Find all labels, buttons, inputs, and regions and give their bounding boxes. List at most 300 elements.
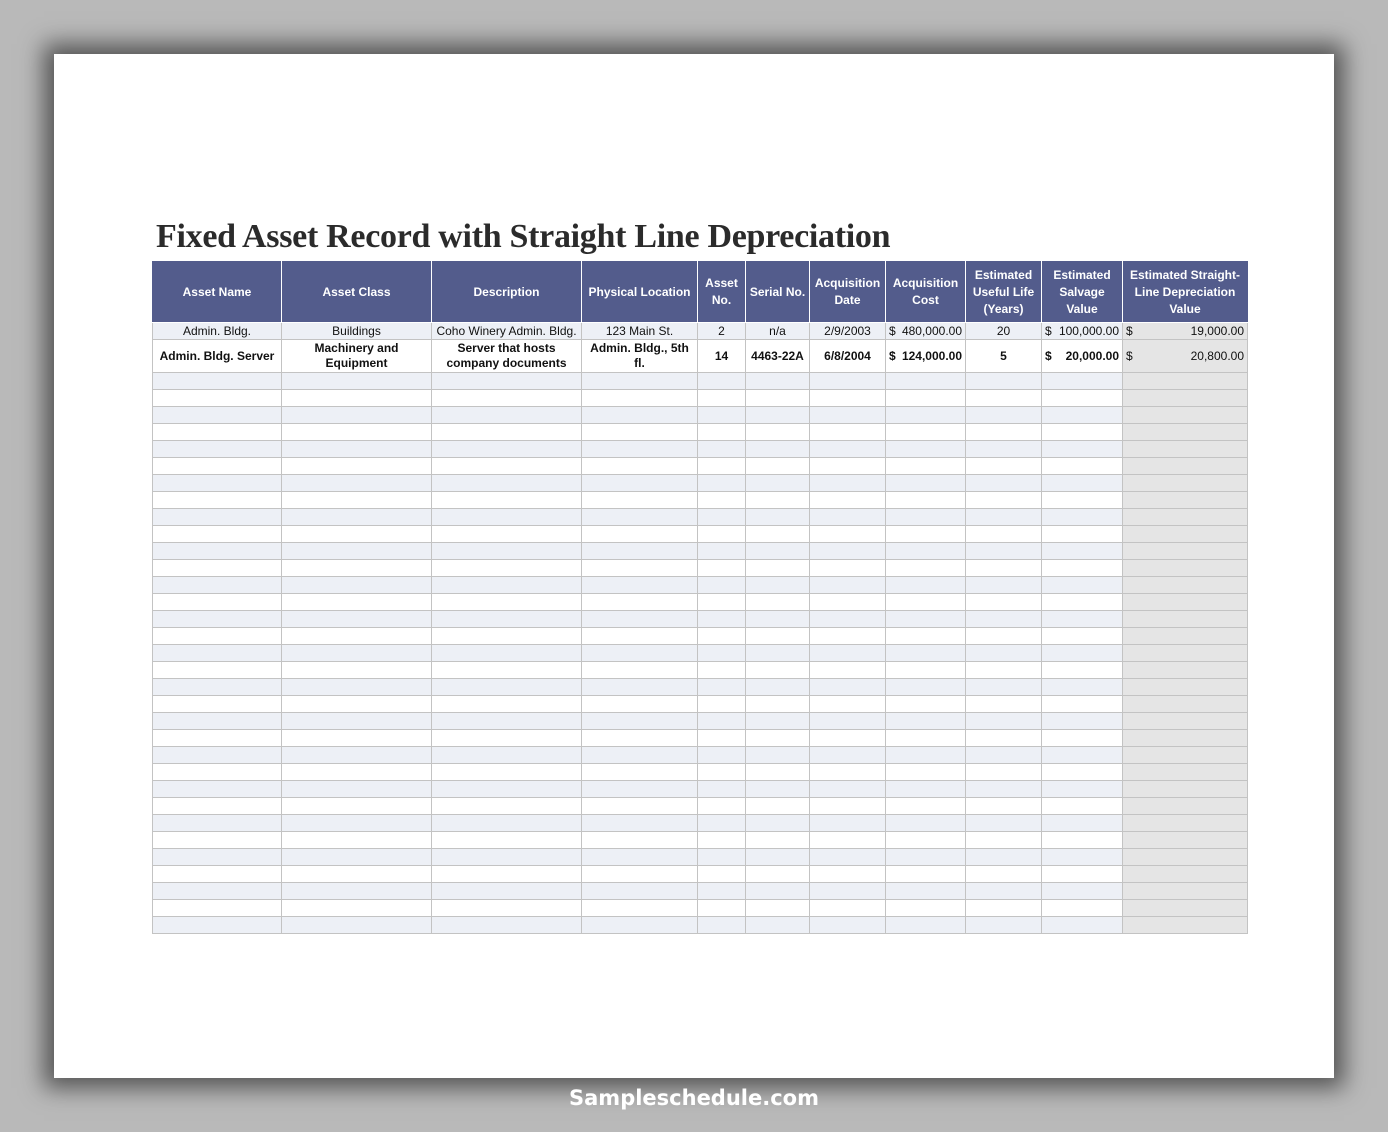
empty-cell-depreciation-value[interactable] — [1123, 560, 1248, 577]
empty-cell-description[interactable] — [432, 492, 582, 509]
empty-cell-physical-location[interactable] — [582, 577, 698, 594]
cell-asset-class[interactable]: Buildings — [282, 323, 432, 340]
column-header-acquisition-date[interactable]: Acquisition Date — [810, 262, 886, 323]
empty-cell-acquisition-cost[interactable] — [886, 560, 966, 577]
empty-cell-depreciation-value[interactable] — [1123, 713, 1248, 730]
empty-cell-depreciation-value[interactable] — [1123, 594, 1248, 611]
cell-depreciation-value[interactable] — [1123, 340, 1248, 373]
empty-cell-depreciation-value[interactable] — [1123, 747, 1248, 764]
empty-cell-acquisition-date[interactable] — [810, 696, 886, 713]
empty-cell-asset-no[interactable] — [698, 645, 746, 662]
empty-cell-useful-life[interactable] — [966, 730, 1042, 747]
empty-cell-acquisition-cost[interactable] — [886, 594, 966, 611]
empty-cell-asset-no[interactable] — [698, 696, 746, 713]
empty-cell-asset-class[interactable] — [282, 390, 432, 407]
empty-cell-asset-no[interactable] — [698, 475, 746, 492]
empty-cell-serial-no[interactable] — [746, 594, 810, 611]
empty-cell-asset-no[interactable] — [698, 679, 746, 696]
empty-cell-asset-name[interactable] — [153, 883, 282, 900]
empty-cell-useful-life[interactable] — [966, 560, 1042, 577]
empty-cell-description[interactable] — [432, 441, 582, 458]
empty-cell-asset-class[interactable] — [282, 917, 432, 934]
empty-cell-useful-life[interactable] — [966, 713, 1042, 730]
empty-cell-asset-name[interactable] — [153, 798, 282, 815]
empty-cell-acquisition-cost[interactable] — [886, 883, 966, 900]
empty-cell-depreciation-value[interactable] — [1123, 611, 1248, 628]
empty-cell-depreciation-value[interactable] — [1123, 441, 1248, 458]
empty-cell-depreciation-value[interactable] — [1123, 526, 1248, 543]
empty-cell-depreciation-value[interactable] — [1123, 373, 1248, 390]
empty-cell-physical-location[interactable] — [582, 764, 698, 781]
empty-cell-useful-life[interactable] — [966, 645, 1042, 662]
empty-cell-asset-name[interactable] — [153, 679, 282, 696]
empty-cell-acquisition-date[interactable] — [810, 815, 886, 832]
empty-cell-acquisition-cost[interactable] — [886, 424, 966, 441]
empty-cell-asset-class[interactable] — [282, 611, 432, 628]
empty-cell-serial-no[interactable] — [746, 390, 810, 407]
empty-cell-asset-name[interactable] — [153, 730, 282, 747]
empty-cell-asset-name[interactable] — [153, 815, 282, 832]
empty-cell-asset-name[interactable] — [153, 594, 282, 611]
empty-cell-description[interactable] — [432, 475, 582, 492]
empty-cell-description[interactable] — [432, 662, 582, 679]
empty-cell-asset-no[interactable] — [698, 611, 746, 628]
empty-cell-serial-no[interactable] — [746, 713, 810, 730]
empty-cell-salvage-value[interactable] — [1042, 798, 1123, 815]
empty-cell-description[interactable] — [432, 560, 582, 577]
empty-cell-useful-life[interactable] — [966, 764, 1042, 781]
empty-cell-salvage-value[interactable] — [1042, 458, 1123, 475]
empty-cell-acquisition-date[interactable] — [810, 900, 886, 917]
empty-cell-salvage-value[interactable] — [1042, 577, 1123, 594]
empty-cell-asset-name[interactable] — [153, 492, 282, 509]
empty-cell-asset-no[interactable] — [698, 798, 746, 815]
empty-cell-salvage-value[interactable] — [1042, 407, 1123, 424]
empty-cell-acquisition-date[interactable] — [810, 713, 886, 730]
empty-cell-description[interactable] — [432, 696, 582, 713]
empty-cell-description[interactable] — [432, 628, 582, 645]
empty-cell-depreciation-value[interactable] — [1123, 407, 1248, 424]
empty-cell-description[interactable] — [432, 458, 582, 475]
empty-cell-asset-no[interactable] — [698, 815, 746, 832]
empty-cell-acquisition-date[interactable] — [810, 628, 886, 645]
empty-cell-salvage-value[interactable] — [1042, 781, 1123, 798]
empty-cell-asset-class[interactable] — [282, 475, 432, 492]
empty-cell-serial-no[interactable] — [746, 560, 810, 577]
empty-cell-description[interactable] — [432, 747, 582, 764]
empty-cell-acquisition-cost[interactable] — [886, 849, 966, 866]
empty-cell-acquisition-cost[interactable] — [886, 747, 966, 764]
empty-cell-asset-no[interactable] — [698, 373, 746, 390]
empty-cell-useful-life[interactable] — [966, 424, 1042, 441]
empty-cell-acquisition-cost[interactable] — [886, 390, 966, 407]
cell-physical-location[interactable]: Admin. Bldg., 5th fl. — [582, 340, 698, 373]
empty-cell-asset-no[interactable] — [698, 917, 746, 934]
empty-cell-description[interactable] — [432, 900, 582, 917]
empty-cell-serial-no[interactable] — [746, 441, 810, 458]
empty-cell-acquisition-cost[interactable] — [886, 458, 966, 475]
empty-cell-depreciation-value[interactable] — [1123, 815, 1248, 832]
empty-cell-description[interactable] — [432, 798, 582, 815]
empty-cell-salvage-value[interactable] — [1042, 849, 1123, 866]
column-header-acquisition-cost[interactable]: Acquisition Cost — [886, 262, 966, 323]
empty-cell-asset-name[interactable] — [153, 543, 282, 560]
empty-cell-asset-no[interactable] — [698, 509, 746, 526]
empty-cell-physical-location[interactable] — [582, 424, 698, 441]
empty-cell-depreciation-value[interactable] — [1123, 424, 1248, 441]
empty-cell-asset-no[interactable] — [698, 866, 746, 883]
empty-cell-asset-class[interactable] — [282, 883, 432, 900]
empty-cell-depreciation-value[interactable] — [1123, 696, 1248, 713]
empty-cell-useful-life[interactable] — [966, 662, 1042, 679]
cell-serial-no[interactable]: 4463-22A — [746, 340, 810, 373]
empty-cell-acquisition-date[interactable] — [810, 764, 886, 781]
empty-cell-description[interactable] — [432, 849, 582, 866]
empty-cell-depreciation-value[interactable] — [1123, 798, 1248, 815]
empty-cell-asset-name[interactable] — [153, 645, 282, 662]
empty-cell-acquisition-date[interactable] — [810, 475, 886, 492]
empty-cell-salvage-value[interactable] — [1042, 730, 1123, 747]
empty-cell-depreciation-value[interactable] — [1123, 832, 1248, 849]
empty-cell-acquisition-cost[interactable] — [886, 730, 966, 747]
empty-cell-asset-class[interactable] — [282, 441, 432, 458]
empty-cell-asset-class[interactable] — [282, 713, 432, 730]
empty-cell-serial-no[interactable] — [746, 492, 810, 509]
empty-cell-salvage-value[interactable] — [1042, 713, 1123, 730]
empty-cell-asset-class[interactable] — [282, 526, 432, 543]
empty-cell-acquisition-cost[interactable] — [886, 696, 966, 713]
empty-cell-asset-no[interactable] — [698, 492, 746, 509]
empty-cell-acquisition-cost[interactable] — [886, 798, 966, 815]
empty-cell-acquisition-date[interactable] — [810, 611, 886, 628]
empty-cell-useful-life[interactable] — [966, 679, 1042, 696]
empty-cell-acquisition-cost[interactable] — [886, 900, 966, 917]
cell-useful-life[interactable]: 20 — [966, 323, 1042, 340]
empty-cell-acquisition-cost[interactable] — [886, 866, 966, 883]
empty-cell-description[interactable] — [432, 815, 582, 832]
empty-cell-acquisition-date[interactable] — [810, 577, 886, 594]
empty-cell-physical-location[interactable] — [582, 866, 698, 883]
empty-cell-salvage-value[interactable] — [1042, 526, 1123, 543]
empty-cell-serial-no[interactable] — [746, 696, 810, 713]
empty-cell-acquisition-date[interactable] — [810, 492, 886, 509]
empty-cell-description[interactable] — [432, 866, 582, 883]
empty-cell-acquisition-cost[interactable] — [886, 628, 966, 645]
empty-cell-asset-name[interactable] — [153, 832, 282, 849]
empty-cell-depreciation-value[interactable] — [1123, 662, 1248, 679]
empty-cell-acquisition-cost[interactable] — [886, 475, 966, 492]
empty-cell-useful-life[interactable] — [966, 611, 1042, 628]
empty-cell-description[interactable] — [432, 781, 582, 798]
empty-cell-serial-no[interactable] — [746, 509, 810, 526]
empty-cell-asset-class[interactable] — [282, 696, 432, 713]
empty-cell-acquisition-cost[interactable] — [886, 611, 966, 628]
empty-cell-serial-no[interactable] — [746, 577, 810, 594]
empty-cell-asset-no[interactable] — [698, 730, 746, 747]
empty-cell-physical-location[interactable] — [582, 917, 698, 934]
empty-cell-useful-life[interactable] — [966, 866, 1042, 883]
empty-cell-description[interactable] — [432, 373, 582, 390]
empty-cell-depreciation-value[interactable] — [1123, 458, 1248, 475]
empty-cell-acquisition-cost[interactable] — [886, 577, 966, 594]
empty-cell-physical-location[interactable] — [582, 730, 698, 747]
empty-cell-acquisition-date[interactable] — [810, 849, 886, 866]
column-header-asset-no[interactable]: Asset No. — [698, 262, 746, 323]
empty-cell-salvage-value[interactable] — [1042, 696, 1123, 713]
empty-cell-description[interactable] — [432, 764, 582, 781]
empty-cell-asset-class[interactable] — [282, 407, 432, 424]
empty-cell-acquisition-date[interactable] — [810, 883, 886, 900]
empty-cell-physical-location[interactable] — [582, 849, 698, 866]
empty-cell-physical-location[interactable] — [582, 815, 698, 832]
empty-cell-physical-location[interactable] — [582, 560, 698, 577]
empty-cell-asset-class[interactable] — [282, 492, 432, 509]
empty-cell-physical-location[interactable] — [582, 696, 698, 713]
empty-cell-asset-no[interactable] — [698, 543, 746, 560]
empty-cell-physical-location[interactable] — [582, 475, 698, 492]
empty-cell-acquisition-date[interactable] — [810, 509, 886, 526]
empty-cell-serial-no[interactable] — [746, 730, 810, 747]
empty-cell-serial-no[interactable] — [746, 900, 810, 917]
empty-cell-description[interactable] — [432, 509, 582, 526]
empty-cell-depreciation-value[interactable] — [1123, 577, 1248, 594]
empty-cell-serial-no[interactable] — [746, 424, 810, 441]
empty-cell-salvage-value[interactable] — [1042, 883, 1123, 900]
empty-cell-serial-no[interactable] — [746, 475, 810, 492]
empty-cell-depreciation-value[interactable] — [1123, 883, 1248, 900]
cell-asset-no[interactable]: 2 — [698, 323, 746, 340]
empty-cell-physical-location[interactable] — [582, 441, 698, 458]
empty-cell-description[interactable] — [432, 594, 582, 611]
empty-cell-physical-location[interactable] — [582, 900, 698, 917]
cell-description[interactable]: Coho Winery Admin. Bldg. — [432, 323, 582, 340]
cell-serial-no[interactable]: n/a — [746, 323, 810, 340]
empty-cell-serial-no[interactable] — [746, 373, 810, 390]
empty-cell-serial-no[interactable] — [746, 849, 810, 866]
empty-cell-depreciation-value[interactable] — [1123, 645, 1248, 662]
empty-cell-depreciation-value[interactable] — [1123, 866, 1248, 883]
empty-cell-useful-life[interactable] — [966, 917, 1042, 934]
empty-cell-asset-class[interactable] — [282, 679, 432, 696]
empty-cell-asset-no[interactable] — [698, 900, 746, 917]
empty-cell-description[interactable] — [432, 645, 582, 662]
empty-cell-acquisition-cost[interactable] — [886, 713, 966, 730]
empty-cell-asset-class[interactable] — [282, 832, 432, 849]
empty-cell-description[interactable] — [432, 713, 582, 730]
empty-cell-asset-class[interactable] — [282, 509, 432, 526]
empty-cell-asset-name[interactable] — [153, 781, 282, 798]
empty-cell-salvage-value[interactable] — [1042, 764, 1123, 781]
empty-cell-asset-no[interactable] — [698, 747, 746, 764]
column-header-depreciation-value[interactable]: Estimated Straight-Line Depreciation Value — [1123, 262, 1248, 323]
empty-cell-asset-name[interactable] — [153, 475, 282, 492]
empty-cell-acquisition-cost[interactable] — [886, 373, 966, 390]
empty-cell-acquisition-date[interactable] — [810, 798, 886, 815]
empty-cell-serial-no[interactable] — [746, 764, 810, 781]
empty-cell-asset-name[interactable] — [153, 713, 282, 730]
empty-cell-physical-location[interactable] — [582, 594, 698, 611]
empty-cell-useful-life[interactable] — [966, 509, 1042, 526]
empty-cell-acquisition-date[interactable] — [810, 679, 886, 696]
empty-cell-useful-life[interactable] — [966, 577, 1042, 594]
empty-cell-acquisition-date[interactable] — [810, 730, 886, 747]
empty-cell-asset-no[interactable] — [698, 560, 746, 577]
empty-cell-serial-no[interactable] — [746, 679, 810, 696]
empty-cell-asset-no[interactable] — [698, 764, 746, 781]
empty-cell-acquisition-date[interactable] — [810, 424, 886, 441]
empty-cell-asset-class[interactable] — [282, 373, 432, 390]
empty-cell-asset-class[interactable] — [282, 798, 432, 815]
empty-cell-salvage-value[interactable] — [1042, 424, 1123, 441]
empty-cell-acquisition-date[interactable] — [810, 594, 886, 611]
empty-cell-serial-no[interactable] — [746, 815, 810, 832]
cell-salvage-value[interactable] — [1042, 323, 1123, 340]
empty-cell-asset-no[interactable] — [698, 883, 746, 900]
empty-cell-description[interactable] — [432, 730, 582, 747]
empty-cell-description[interactable] — [432, 679, 582, 696]
empty-cell-depreciation-value[interactable] — [1123, 764, 1248, 781]
empty-cell-serial-no[interactable] — [746, 917, 810, 934]
empty-cell-depreciation-value[interactable] — [1123, 509, 1248, 526]
empty-cell-asset-name[interactable] — [153, 849, 282, 866]
empty-cell-acquisition-date[interactable] — [810, 917, 886, 934]
empty-cell-asset-name[interactable] — [153, 696, 282, 713]
cell-acquisition-cost[interactable] — [886, 340, 966, 373]
empty-cell-salvage-value[interactable] — [1042, 900, 1123, 917]
empty-cell-physical-location[interactable] — [582, 713, 698, 730]
empty-cell-useful-life[interactable] — [966, 747, 1042, 764]
empty-cell-asset-class[interactable] — [282, 628, 432, 645]
empty-cell-asset-no[interactable] — [698, 424, 746, 441]
empty-cell-acquisition-date[interactable] — [810, 832, 886, 849]
empty-cell-description[interactable] — [432, 611, 582, 628]
empty-cell-asset-class[interactable] — [282, 543, 432, 560]
empty-cell-asset-name[interactable] — [153, 577, 282, 594]
empty-cell-serial-no[interactable] — [746, 543, 810, 560]
column-header-useful-life[interactable]: Estimated Useful Life (Years) — [966, 262, 1042, 323]
empty-cell-asset-no[interactable] — [698, 526, 746, 543]
empty-cell-asset-class[interactable] — [282, 458, 432, 475]
empty-cell-depreciation-value[interactable] — [1123, 730, 1248, 747]
empty-cell-asset-name[interactable] — [153, 390, 282, 407]
empty-cell-acquisition-date[interactable] — [810, 560, 886, 577]
empty-cell-asset-class[interactable] — [282, 900, 432, 917]
empty-cell-acquisition-cost[interactable] — [886, 645, 966, 662]
empty-cell-acquisition-cost[interactable] — [886, 815, 966, 832]
empty-cell-asset-no[interactable] — [698, 849, 746, 866]
empty-cell-physical-location[interactable] — [582, 543, 698, 560]
empty-cell-asset-class[interactable] — [282, 424, 432, 441]
empty-cell-asset-class[interactable] — [282, 645, 432, 662]
empty-cell-useful-life[interactable] — [966, 696, 1042, 713]
empty-cell-asset-class[interactable] — [282, 747, 432, 764]
empty-cell-acquisition-cost[interactable] — [886, 662, 966, 679]
empty-cell-acquisition-cost[interactable] — [886, 407, 966, 424]
empty-cell-acquisition-cost[interactable] — [886, 441, 966, 458]
empty-cell-asset-class[interactable] — [282, 577, 432, 594]
empty-cell-asset-name[interactable] — [153, 526, 282, 543]
empty-cell-description[interactable] — [432, 390, 582, 407]
empty-cell-physical-location[interactable] — [582, 611, 698, 628]
empty-cell-asset-class[interactable] — [282, 662, 432, 679]
empty-cell-asset-name[interactable] — [153, 611, 282, 628]
empty-cell-asset-no[interactable] — [698, 594, 746, 611]
empty-cell-serial-no[interactable] — [746, 645, 810, 662]
empty-cell-salvage-value[interactable] — [1042, 662, 1123, 679]
empty-cell-serial-no[interactable] — [746, 407, 810, 424]
empty-cell-asset-no[interactable] — [698, 458, 746, 475]
empty-cell-acquisition-cost[interactable] — [886, 492, 966, 509]
empty-cell-depreciation-value[interactable] — [1123, 475, 1248, 492]
empty-cell-physical-location[interactable] — [582, 662, 698, 679]
empty-cell-salvage-value[interactable] — [1042, 509, 1123, 526]
empty-cell-depreciation-value[interactable] — [1123, 390, 1248, 407]
empty-cell-salvage-value[interactable] — [1042, 441, 1123, 458]
empty-cell-asset-name[interactable] — [153, 560, 282, 577]
empty-cell-asset-class[interactable] — [282, 849, 432, 866]
empty-cell-acquisition-date[interactable] — [810, 526, 886, 543]
empty-cell-asset-class[interactable] — [282, 866, 432, 883]
empty-cell-acquisition-date[interactable] — [810, 441, 886, 458]
empty-cell-useful-life[interactable] — [966, 441, 1042, 458]
empty-cell-asset-name[interactable] — [153, 747, 282, 764]
empty-cell-acquisition-date[interactable] — [810, 781, 886, 798]
empty-cell-serial-no[interactable] — [746, 458, 810, 475]
empty-cell-depreciation-value[interactable] — [1123, 917, 1248, 934]
empty-cell-salvage-value[interactable] — [1042, 543, 1123, 560]
empty-cell-physical-location[interactable] — [582, 509, 698, 526]
empty-cell-salvage-value[interactable] — [1042, 373, 1123, 390]
empty-cell-asset-name[interactable] — [153, 917, 282, 934]
empty-cell-acquisition-date[interactable] — [810, 543, 886, 560]
empty-cell-description[interactable] — [432, 543, 582, 560]
empty-cell-acquisition-cost[interactable] — [886, 764, 966, 781]
empty-cell-salvage-value[interactable] — [1042, 832, 1123, 849]
empty-cell-salvage-value[interactable] — [1042, 747, 1123, 764]
empty-cell-asset-no[interactable] — [698, 390, 746, 407]
cell-asset-name[interactable]: Admin. Bldg. — [153, 323, 282, 340]
empty-cell-physical-location[interactable] — [582, 645, 698, 662]
empty-cell-asset-no[interactable] — [698, 407, 746, 424]
empty-cell-acquisition-date[interactable] — [810, 390, 886, 407]
cell-depreciation-value[interactable] — [1123, 323, 1248, 340]
empty-cell-serial-no[interactable] — [746, 832, 810, 849]
empty-cell-asset-name[interactable] — [153, 509, 282, 526]
cell-salvage-value[interactable] — [1042, 340, 1123, 373]
empty-cell-salvage-value[interactable] — [1042, 866, 1123, 883]
cell-asset-class[interactable]: Machinery and Equipment — [282, 340, 432, 373]
empty-cell-asset-name[interactable] — [153, 441, 282, 458]
empty-cell-depreciation-value[interactable] — [1123, 679, 1248, 696]
empty-cell-salvage-value[interactable] — [1042, 390, 1123, 407]
empty-cell-serial-no[interactable] — [746, 798, 810, 815]
cell-description[interactable]: Server that hosts company documents — [432, 340, 582, 373]
empty-cell-asset-class[interactable] — [282, 560, 432, 577]
empty-cell-physical-location[interactable] — [582, 747, 698, 764]
empty-cell-asset-no[interactable] — [698, 832, 746, 849]
column-header-salvage-value[interactable]: Estimated Salvage Value — [1042, 262, 1123, 323]
column-header-asset-name[interactable]: Asset Name — [153, 262, 282, 323]
empty-cell-asset-class[interactable] — [282, 781, 432, 798]
empty-cell-depreciation-value[interactable] — [1123, 781, 1248, 798]
empty-cell-asset-name[interactable] — [153, 662, 282, 679]
empty-cell-physical-location[interactable] — [582, 526, 698, 543]
empty-cell-depreciation-value[interactable] — [1123, 628, 1248, 645]
empty-cell-physical-location[interactable] — [582, 798, 698, 815]
empty-cell-physical-location[interactable] — [582, 373, 698, 390]
empty-cell-description[interactable] — [432, 917, 582, 934]
empty-cell-physical-location[interactable] — [582, 407, 698, 424]
